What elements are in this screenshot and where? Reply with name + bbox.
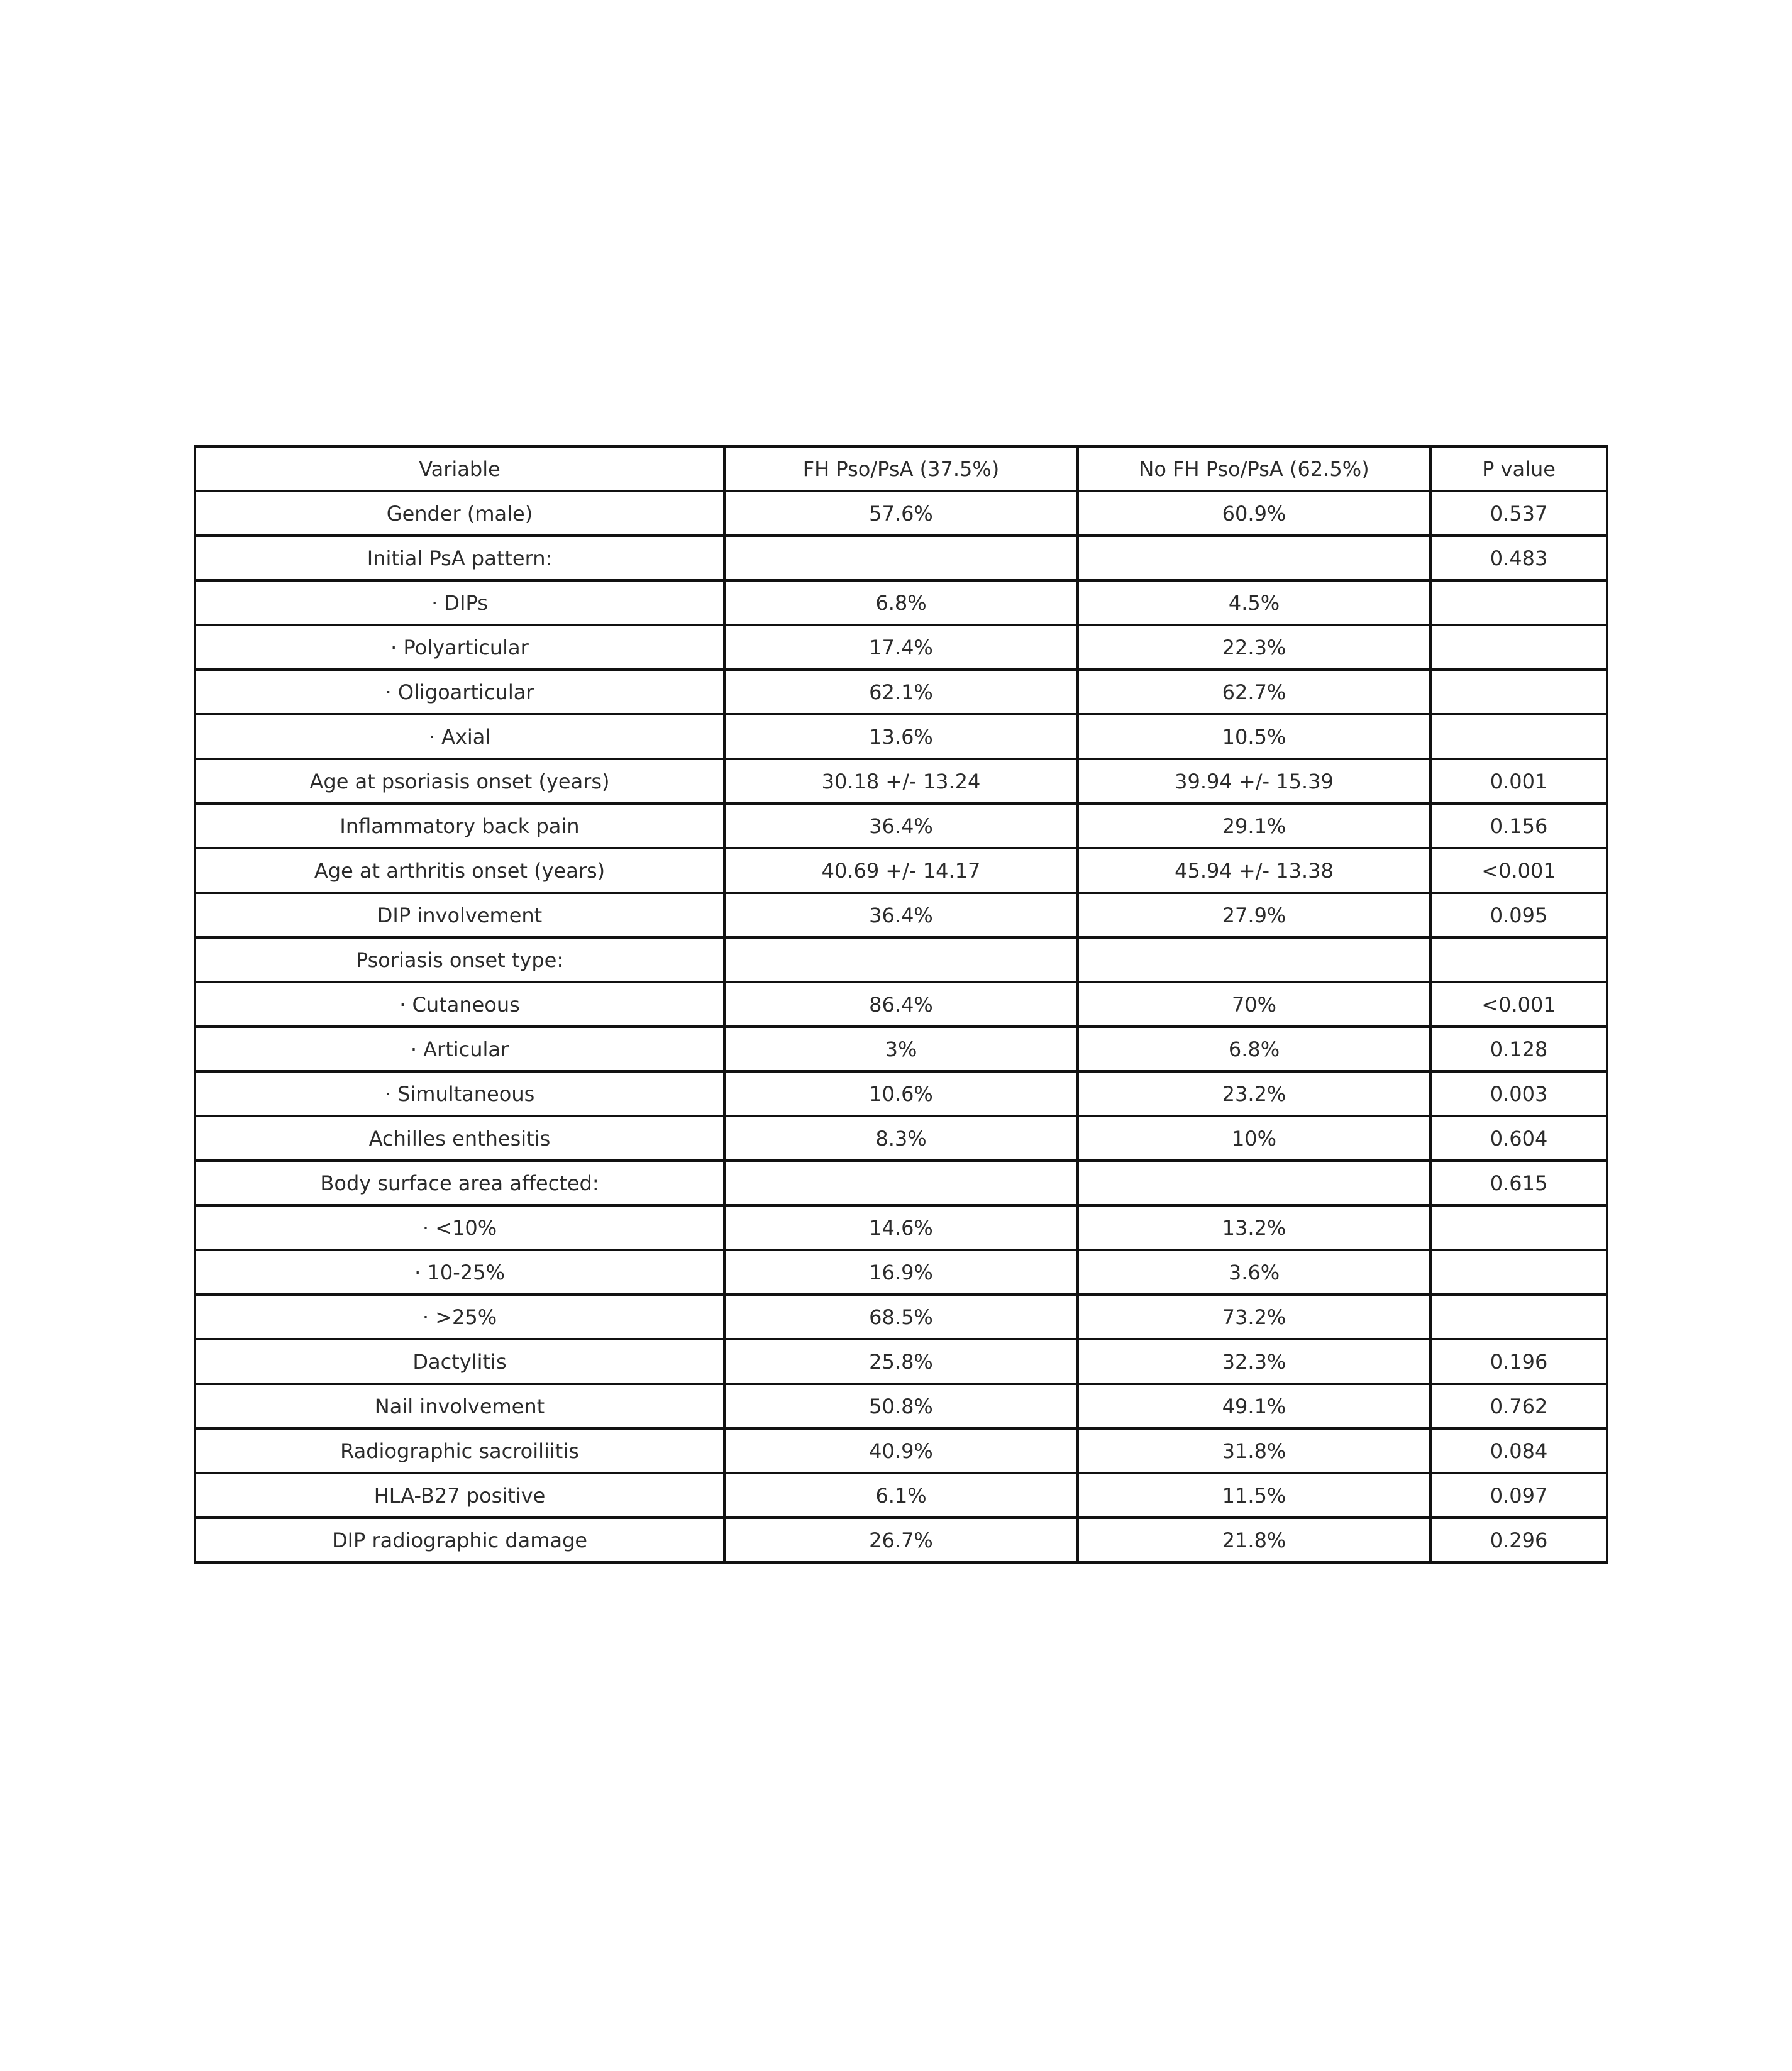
- no-fh-cell: 73.2%: [1078, 1295, 1430, 1339]
- fh-cell: 17.4%: [724, 625, 1078, 670]
- variable-cell: Dactylitis: [195, 1339, 724, 1384]
- fh-cell: 8.3%: [724, 1116, 1078, 1161]
- no-fh-cell: 21.8%: [1078, 1518, 1430, 1562]
- fh-cell: 6.8%: [724, 580, 1078, 625]
- p-value-cell: 0.483: [1430, 536, 1607, 580]
- variable-cell: · Simultaneous: [195, 1071, 724, 1116]
- fh-cell: [724, 1161, 1078, 1205]
- p-value-cell: [1430, 625, 1607, 670]
- table-row: [195, 1250, 1607, 1295]
- p-value-cell: [1430, 1205, 1607, 1250]
- no-fh-cell: 13.2%: [1078, 1205, 1430, 1250]
- table-row: [195, 759, 1607, 804]
- no-fh-cell: [1078, 937, 1430, 982]
- no-fh-cell: 60.9%: [1078, 491, 1430, 536]
- p-value-cell: [1430, 1295, 1607, 1339]
- variable-cell: · 10-25%: [195, 1250, 724, 1295]
- no-fh-cell: 6.8%: [1078, 1027, 1430, 1071]
- p-value-cell: <0.001: [1430, 848, 1607, 893]
- no-fh-cell: 49.1%: [1078, 1384, 1430, 1428]
- variable-cell: Age at psoriasis onset (years): [195, 759, 724, 804]
- variable-cell: DIP involvement: [195, 893, 724, 937]
- fh-cell: 3%: [724, 1027, 1078, 1071]
- table-row: [195, 1071, 1607, 1116]
- fh-cell: 40.69 +/- 14.17: [724, 848, 1078, 893]
- fh-cell: 6.1%: [724, 1473, 1078, 1518]
- header-row: [195, 446, 1607, 491]
- p-value-cell: [1430, 937, 1607, 982]
- variable-cell: DIP radiographic damage: [195, 1518, 724, 1562]
- table-row: [195, 982, 1607, 1027]
- fh-cell: 40.9%: [724, 1428, 1078, 1473]
- table-row: [195, 1205, 1607, 1250]
- no-fh-cell: 3.6%: [1078, 1250, 1430, 1295]
- variable-cell: · Polyarticular: [195, 625, 724, 670]
- p-value-cell: [1430, 1250, 1607, 1295]
- fh-cell: 10.6%: [724, 1071, 1078, 1116]
- table-row: [195, 804, 1607, 848]
- table-row: [195, 670, 1607, 714]
- no-fh-cell: 11.5%: [1078, 1473, 1430, 1518]
- header-cell: FH Pso/PsA (37.5%): [724, 446, 1078, 491]
- variable-cell: · Articular: [195, 1027, 724, 1071]
- fh-cell: 25.8%: [724, 1339, 1078, 1384]
- fh-cell: 36.4%: [724, 893, 1078, 937]
- p-value-cell: 0.095: [1430, 893, 1607, 937]
- no-fh-cell: 32.3%: [1078, 1339, 1430, 1384]
- no-fh-cell: 27.9%: [1078, 893, 1430, 937]
- no-fh-cell: 22.3%: [1078, 625, 1430, 670]
- p-value-cell: 0.604: [1430, 1116, 1607, 1161]
- variable-cell: · Cutaneous: [195, 982, 724, 1027]
- fh-cell: 86.4%: [724, 982, 1078, 1027]
- comparison-table: [194, 445, 1608, 1564]
- variable-cell: · >25%: [195, 1295, 724, 1339]
- fh-cell: 50.8%: [724, 1384, 1078, 1428]
- variable-cell: Age at arthritis onset (years): [195, 848, 724, 893]
- no-fh-cell: 62.7%: [1078, 670, 1430, 714]
- no-fh-cell: 45.94 +/- 13.38: [1078, 848, 1430, 893]
- fh-cell: 26.7%: [724, 1518, 1078, 1562]
- fh-cell: 13.6%: [724, 714, 1078, 759]
- table-row: [195, 714, 1607, 759]
- table-row: [195, 1473, 1607, 1518]
- variable-cell: · <10%: [195, 1205, 724, 1250]
- p-value-cell: 0.097: [1430, 1473, 1607, 1518]
- p-value-cell: 0.615: [1430, 1161, 1607, 1205]
- p-value-cell: 0.156: [1430, 804, 1607, 848]
- table-row: [195, 937, 1607, 982]
- no-fh-cell: [1078, 1161, 1430, 1205]
- p-value-cell: <0.001: [1430, 982, 1607, 1027]
- table-row: [195, 1027, 1607, 1071]
- p-value-cell: 0.128: [1430, 1027, 1607, 1071]
- no-fh-cell: 10%: [1078, 1116, 1430, 1161]
- p-value-cell: 0.003: [1430, 1071, 1607, 1116]
- variable-cell: · DIPs: [195, 580, 724, 625]
- header-cell: P value: [1430, 446, 1607, 491]
- fh-cell: 30.18 +/- 13.24: [724, 759, 1078, 804]
- table-row: [195, 1295, 1607, 1339]
- table-row: [195, 1428, 1607, 1473]
- fh-cell: [724, 937, 1078, 982]
- variable-cell: Achilles enthesitis: [195, 1116, 724, 1161]
- variable-cell: · Axial: [195, 714, 724, 759]
- header-cell: No FH Pso/PsA (62.5%): [1078, 446, 1430, 491]
- fh-cell: 16.9%: [724, 1250, 1078, 1295]
- table-row: [195, 848, 1607, 893]
- fh-cell: 68.5%: [724, 1295, 1078, 1339]
- table-row: [195, 580, 1607, 625]
- fh-cell: 62.1%: [724, 670, 1078, 714]
- p-value-cell: 0.537: [1430, 491, 1607, 536]
- p-value-cell: [1430, 580, 1607, 625]
- table-row: [195, 536, 1607, 580]
- variable-cell: Body surface area affected:: [195, 1161, 724, 1205]
- no-fh-cell: [1078, 536, 1430, 580]
- no-fh-cell: 10.5%: [1078, 714, 1430, 759]
- table-row: [195, 1384, 1607, 1428]
- no-fh-cell: 23.2%: [1078, 1071, 1430, 1116]
- table-row: [195, 1518, 1607, 1562]
- table-row: [195, 1339, 1607, 1384]
- p-value-cell: [1430, 670, 1607, 714]
- p-value-cell: 0.196: [1430, 1339, 1607, 1384]
- no-fh-cell: 29.1%: [1078, 804, 1430, 848]
- variable-cell: Radiographic sacroiliitis: [195, 1428, 724, 1473]
- variable-cell: Nail involvement: [195, 1384, 724, 1428]
- p-value-cell: 0.762: [1430, 1384, 1607, 1428]
- table-row: [195, 893, 1607, 937]
- p-value-cell: 0.001: [1430, 759, 1607, 804]
- no-fh-cell: 4.5%: [1078, 580, 1430, 625]
- table-row: [195, 1161, 1607, 1205]
- table-row: [195, 491, 1607, 536]
- header-cell: Variable: [195, 446, 724, 491]
- variable-cell: · Oligoarticular: [195, 670, 724, 714]
- no-fh-cell: 70%: [1078, 982, 1430, 1027]
- variable-cell: Psoriasis onset type:: [195, 937, 724, 982]
- no-fh-cell: 31.8%: [1078, 1428, 1430, 1473]
- variable-cell: HLA-B27 positive: [195, 1473, 724, 1518]
- no-fh-cell: 39.94 +/- 15.39: [1078, 759, 1430, 804]
- variable-cell: Gender (male): [195, 491, 724, 536]
- p-value-cell: 0.296: [1430, 1518, 1607, 1562]
- variable-cell: Initial PsA pattern:: [195, 536, 724, 580]
- table-row: [195, 1116, 1607, 1161]
- p-value-cell: 0.084: [1430, 1428, 1607, 1473]
- variable-cell: Inflammatory back pain: [195, 804, 724, 848]
- p-value-cell: [1430, 714, 1607, 759]
- fh-cell: 14.6%: [724, 1205, 1078, 1250]
- table-row: [195, 625, 1607, 670]
- fh-cell: 57.6%: [724, 491, 1078, 536]
- fh-cell: [724, 536, 1078, 580]
- fh-cell: 36.4%: [724, 804, 1078, 848]
